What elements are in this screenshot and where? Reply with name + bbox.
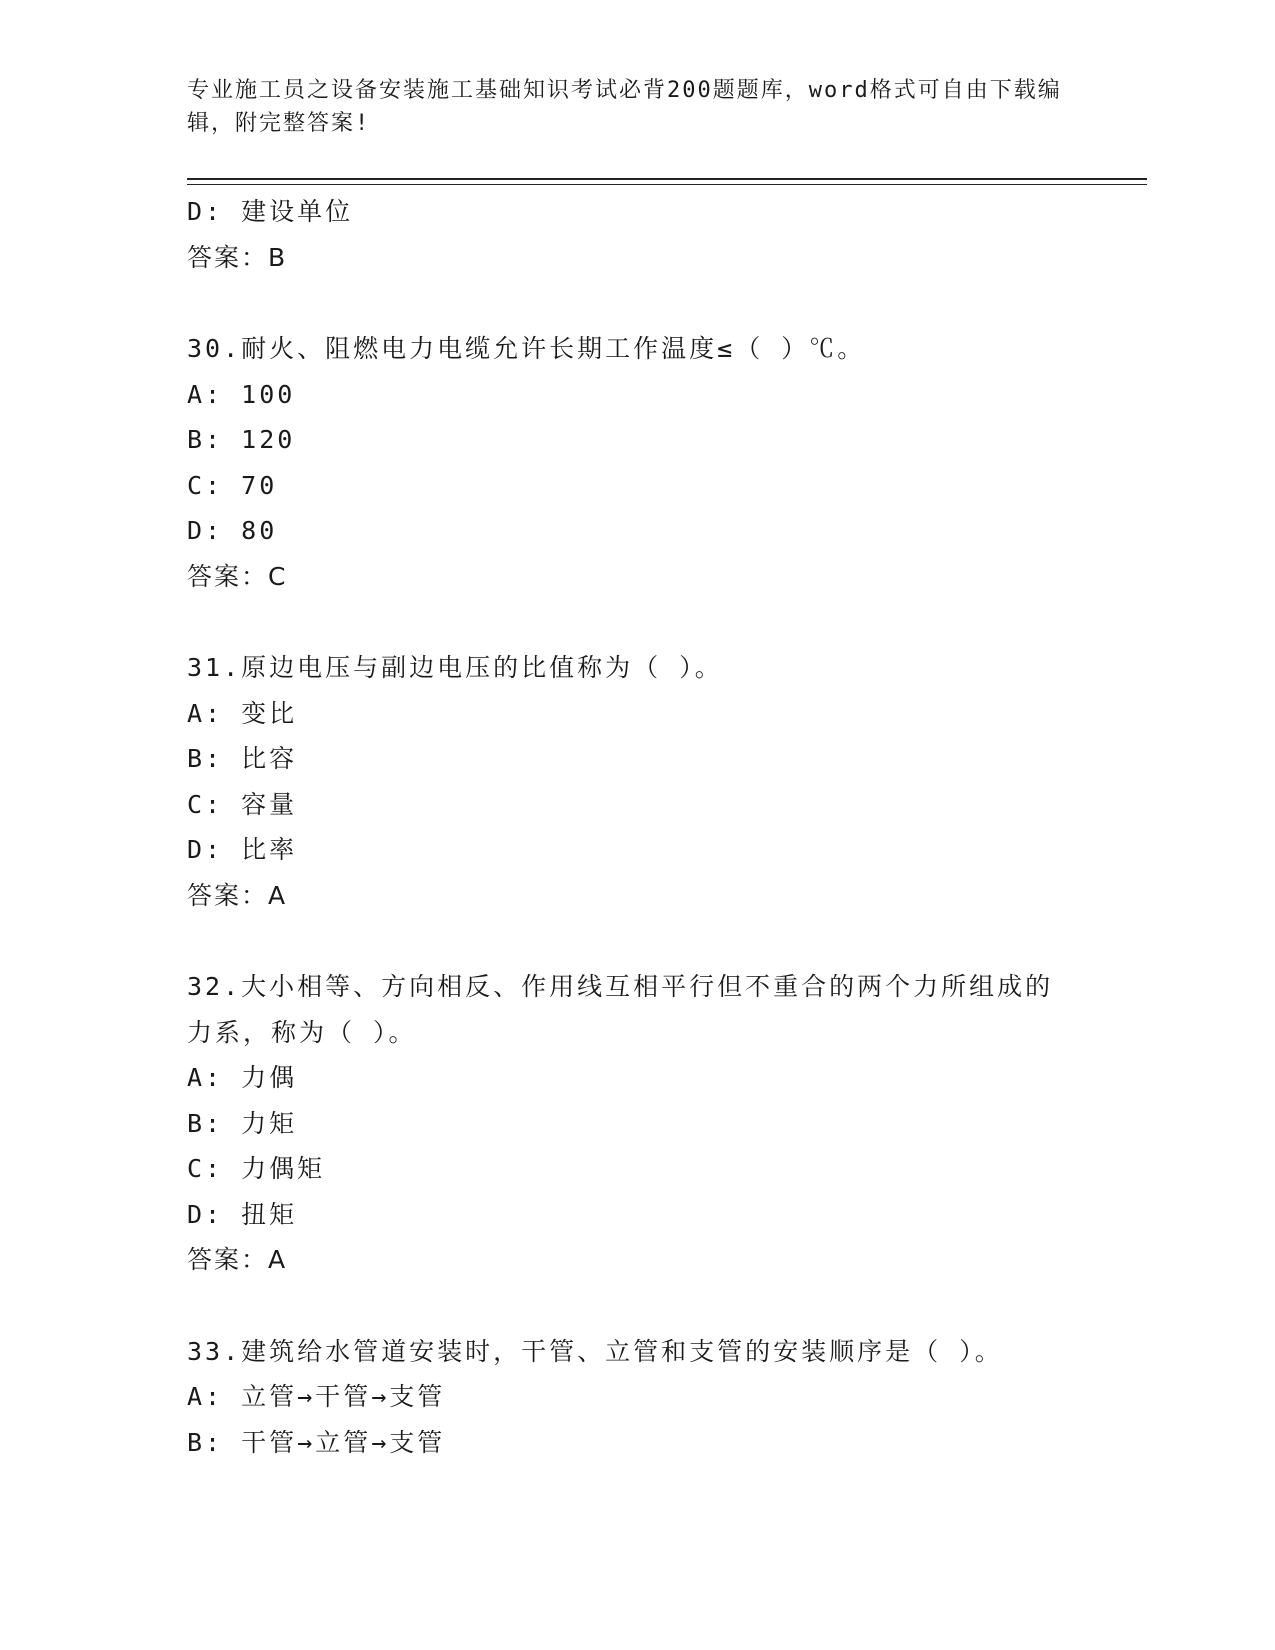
option-c: C: 70 xyxy=(187,470,278,500)
question-stem: 31.原边电压与副边电压的比值称为（ ）。 xyxy=(187,653,723,682)
question-stem: 33.建筑给水管道安装时，干管、立管和支管的安装顺序是（ ）。 xyxy=(187,1336,1003,1366)
option-b: B: 力矩 xyxy=(187,1108,298,1138)
option-a: A: 变比 xyxy=(187,698,298,728)
carryover-option-d: D: 建设单位 xyxy=(187,197,354,226)
option-a: A: 立管→干管→支管 xyxy=(187,1382,446,1411)
question-stem: 32.大小相等、方向相反、作用线互相平行但不重合的两个力所组成的 xyxy=(187,972,1054,1001)
question-list xyxy=(187,189,1087,1465)
answer: 答案：A xyxy=(187,1245,288,1274)
question-stem: 30.耐火、阻燃电力电缆允许长期工作温度≤（ ）℃。 xyxy=(187,334,866,363)
option-d: D: 扭矩 xyxy=(187,1199,298,1229)
spacer xyxy=(187,918,1087,964)
spacer xyxy=(187,280,1087,326)
carryover-answer: 答案：B xyxy=(187,242,288,272)
option-c: C: 力偶矩 xyxy=(187,1154,326,1183)
option-c: C: 容量 xyxy=(187,789,298,819)
header-rule-thin xyxy=(187,184,1147,185)
document-header: 专业施工员之设备安装施工基础知识考试必背200题题库，word格式可自由下载编辑，附完整答案! xyxy=(187,78,1062,136)
answer: 答案：A xyxy=(187,880,288,910)
option-a: A: 100 xyxy=(187,379,296,409)
spacer xyxy=(187,599,1087,645)
spacer xyxy=(187,1283,1087,1329)
question-block-31 xyxy=(187,645,1087,918)
option-b: B: 120 xyxy=(187,425,296,454)
answer: 答案：C xyxy=(187,561,288,591)
option-b: B: 干管→立管→支管 xyxy=(187,1427,446,1457)
question-block-32 xyxy=(187,964,1087,1283)
option-a: A: 力偶 xyxy=(187,1063,298,1092)
option-d: D: 比率 xyxy=(187,835,298,864)
option-d: D: 80 xyxy=(187,516,278,545)
option-b: B: 比容 xyxy=(187,744,298,773)
header-rule-thick xyxy=(187,178,1147,180)
question-block-33 xyxy=(187,1329,1087,1466)
question-block-30 xyxy=(187,326,1087,599)
question-stem-cont: 力系，称为（ ）。 xyxy=(187,1017,417,1047)
